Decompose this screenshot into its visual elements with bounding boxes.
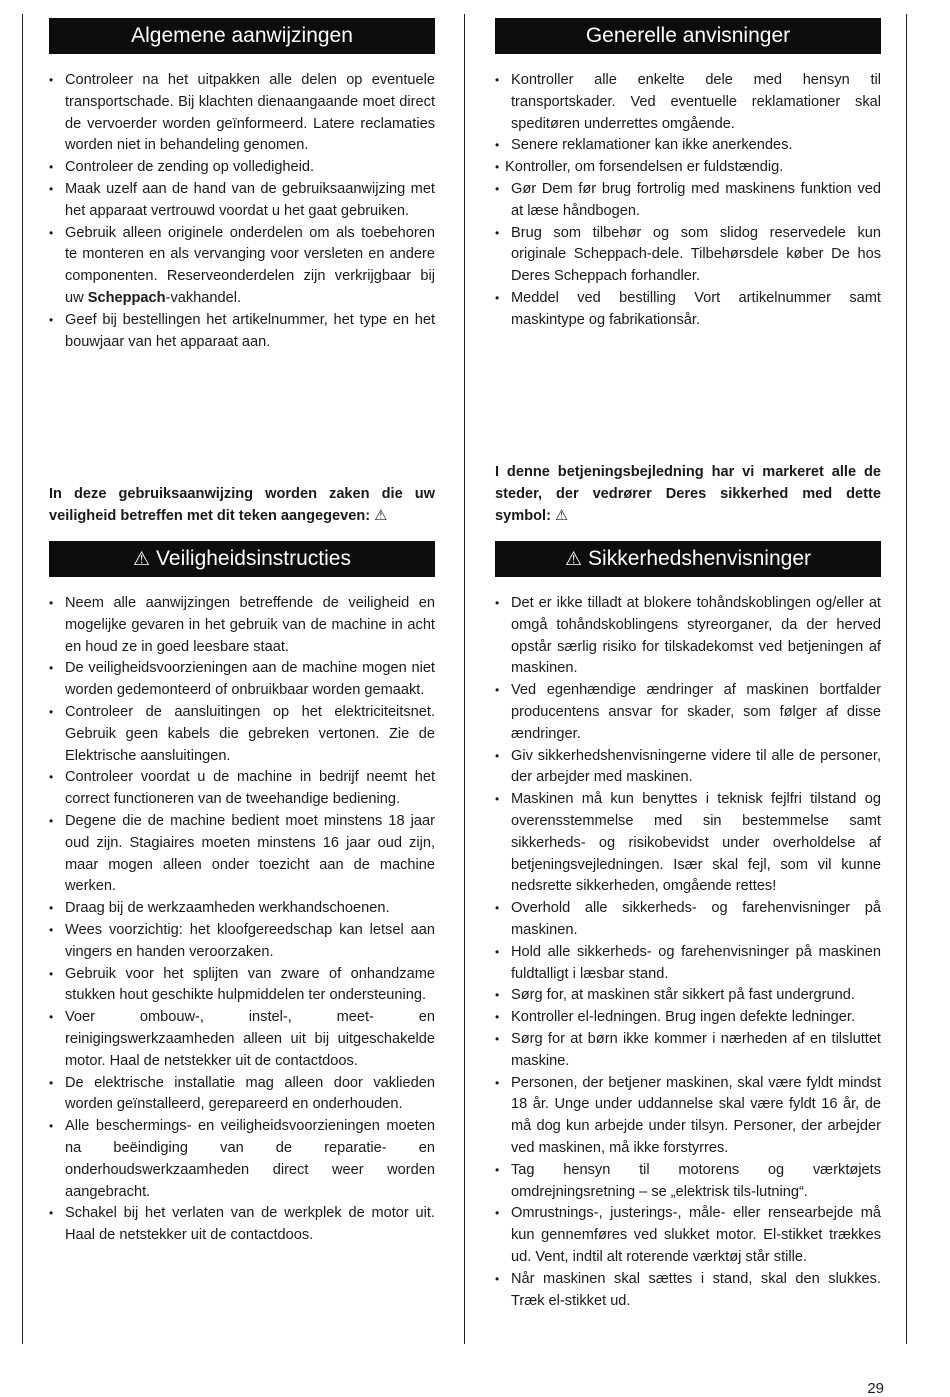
list-item: • Draag bij de werkzaamheden werkhandschoenen. bbox=[49, 898, 435, 920]
list-item: • Controleer voordat u de machine in bedrijf neemt het correct functioneren van de tweehandige bediening. bbox=[49, 767, 435, 811]
warning-triangle-icon: ⚠ bbox=[133, 549, 151, 570]
list-item: • Degene die de machine bedient moet minstens 18 jaar oud zijn. Stagiaires moeten minstens 16 jaar oud zijn, maar mogen alleen onder toezicht aan de machine werken. bbox=[49, 811, 435, 898]
margin-rule-right bbox=[906, 14, 907, 1344]
heading-safety-da bbox=[495, 541, 881, 577]
list-item: • Tag hensyn til motorens og værktøjets omdrejningsretning – se „elektrisk tils-lutning“. bbox=[495, 1160, 881, 1204]
list-item: • Sørg for, at maskinen står sikkert på fast undergrund. bbox=[495, 985, 881, 1007]
right-safety-section bbox=[495, 461, 881, 1312]
list-item: • Meddel ved bestilling Vort artikelnummer samt maskintype og fabrikationsår. bbox=[495, 288, 881, 332]
list-item: • Kontroller alle enkelte dele med hensyn til transportskader. Ved eventuelle reklamationer skal speditøren underrettes omgående. bbox=[495, 70, 881, 135]
list-item: • Omrustnings-, justerings-, måle- eller rensearbejde må kun gennemføres ved slukket motor. El-stikket trækkes ud. Vent, indtil alt roterende værktøj står stille. bbox=[495, 1203, 881, 1268]
list-item: • De veiligheidsvoorzieningen aan de machine mogen niet worden gedemonteerd of onbruikbaar worden gemaakt. bbox=[49, 658, 435, 702]
list-item: • Giv sikkerhedshenvisningerne videre til alle de personer, der arbejder med maskinen. bbox=[495, 746, 881, 790]
list-item: • Maskinen må kun benyttes i teknisk fejlfri tilstand og overensstemmelse med sin bestemmelse samt sikkerheds- og risikobevidst under overholdelse af betjeningsvejledningen. Især skal fejl, som vil kunne nedsrette sikkerheden, omgående rettes! bbox=[495, 789, 881, 898]
warning-triangle-icon: ⚠ bbox=[564, 549, 583, 570]
general-list-nl bbox=[49, 70, 435, 353]
list-item: • Personen, der betjener maskinen, skal være fyldt mindst 18 år. Unge under uddannelse skal være fyldt 16 år, de må dog kun arbejde under tilsyn. Personer, der arbejder ved maskinen, må ikke forstyrres. bbox=[495, 1073, 881, 1160]
list-item: • Wees voorzichtig: het kloofgereedschap kan letsel aan vingers en handen veroorzaken. bbox=[49, 920, 435, 964]
brand-name: Scheppach bbox=[87, 289, 166, 306]
brand-suffix: -vakhandel. bbox=[165, 289, 242, 306]
list-item: • Gebruik voor het splijten van zware of onhandzame stukken hout geschikte hulpmiddelen ter ondersteuning. bbox=[49, 964, 435, 1008]
general-list-da bbox=[495, 70, 881, 332]
heading-safety-da-text: Sikkerhedshenvisninger bbox=[588, 547, 811, 570]
list-item: • Ved egenhændige ændringer af maskinen bortfalder producentens ansvar for skader, som følger af disse ændringer. bbox=[495, 680, 881, 745]
safety-intro-nl: In deze gebruiksaanwijzing worden zaken die uw veiligheid betreffen met dit teken aangegeven: ⚠ bbox=[49, 486, 435, 524]
list-item: • Neem alle aanwijzingen betreffende de veiligheid en mogelijke gevaren in het gebruik van de machine in acht en houd ze in goed leesbare staat. bbox=[49, 593, 435, 658]
heading-general-da: Generelle anvisninger bbox=[495, 18, 881, 54]
page-number: 29 bbox=[867, 1380, 884, 1397]
list-item: • Det er ikke tilladt at blokere tohåndskoblingen og/eller at omgå tohåndskoblingens styreorganer, da der herved opstår særlig risiko for tilskadekomst ved betjeningen af maskinen. bbox=[495, 593, 881, 680]
safety-list-da bbox=[495, 593, 881, 1312]
list-item: • Schakel bij het verlaten van de werkplek de motor uit. Haal de netstekker uit de contactdoos. bbox=[49, 1203, 435, 1247]
list-item bbox=[49, 223, 435, 310]
list-item: • Kontroller el-ledningen. Brug ingen defekte ledninger. bbox=[495, 1007, 881, 1029]
list-item: • Controleer de zending op volledigheid. bbox=[49, 157, 435, 179]
safety-intro-da: I denne betjeningsbejledning har vi markeret alle de steder, der vedrører Deres sikkerhed med dette symbol: ⚠ bbox=[495, 464, 881, 524]
heading-safety-nl-text: Veiligheidsinstructies bbox=[156, 547, 351, 570]
list-item-text: Gebruik alleen originele onderdelen om als toebehoren te monteren en als vervanging voor versleten en andere componenten. Reserveonderdelen zijn verkrijgbaar bij uw bbox=[65, 224, 435, 306]
right-general-section bbox=[495, 18, 881, 332]
column-divider bbox=[464, 14, 465, 1344]
safety-list-nl bbox=[49, 593, 435, 1247]
heading-safety-nl bbox=[49, 541, 435, 577]
list-item: • Kontroller, om forsendelsen er fuldstændig. bbox=[495, 157, 881, 179]
list-item: • Når maskinen skal sættes i stand, skal den slukkes. Træk el-stikket ud. bbox=[495, 1269, 881, 1313]
left-general-section bbox=[49, 18, 435, 353]
list-item: • Overhold alle sikkerheds- og farehenvisninger på maskinen. bbox=[495, 898, 881, 942]
list-item: • Maak uzelf aan de hand van de gebruiksaanwijzing met het apparaat vertrouwd voordat u het gaat gebruiken. bbox=[49, 179, 435, 223]
list-item: • Geef bij bestellingen het artikelnummer, het type en het bouwjaar van het apparaat aan. bbox=[49, 310, 435, 354]
left-safety-section bbox=[49, 483, 435, 1247]
list-item: • Gør Dem før brug fortrolig med maskinens funktion ved at læse håndbogen. bbox=[495, 179, 881, 223]
list-item: • Alle beschermings- en veiligheidsvoorzieningen moeten na beëindiging van de reparatie- en onderhoudswerkzaamheden direct weer worden aangebracht. bbox=[49, 1116, 435, 1203]
margin-rule-left bbox=[22, 14, 23, 1344]
list-item: • Controleer na het uitpakken alle delen op eventuele transportschade. Bij klachten dienaangaande moet direct de vervoerder worden geïnformeerd. Latere reclamaties worden niet in behandeling genomen. bbox=[49, 70, 435, 157]
list-item: • Senere reklamationer kan ikke anerkendes. bbox=[495, 135, 881, 157]
list-item: • De elektrische installatie mag alleen door vaklieden worden geïnstalleerd, gerepareerd en onderhouden. bbox=[49, 1073, 435, 1117]
list-item: • Voer ombouw-, instel-, meet- en reinigingswerkzaamheden alleen uit bij uitgeschakelde motor. Haal de netstekker uit de contactdoos. bbox=[49, 1007, 435, 1072]
list-item: • Hold alle sikkerheds- og farehenvisninger på maskinen fuldtalligt i læsbar stand. bbox=[495, 942, 881, 986]
list-item: • Sørg for at børn ikke kommer i nærheden af en tilsluttet maskine. bbox=[495, 1029, 881, 1073]
heading-general-nl: Algemene aanwijzingen bbox=[49, 18, 435, 54]
list-item: • Controleer de aansluitingen op het elektriciteitsnet. Gebruik geen kabels die gebreken vertonen. Zie de Elektrische aansluitingen. bbox=[49, 702, 435, 767]
list-item: • Brug som tilbehør og som slidog reservedele kun originale Scheppach-dele. Tilbehørsdele køber De hos Deres Scheppach forhandler. bbox=[495, 223, 881, 288]
